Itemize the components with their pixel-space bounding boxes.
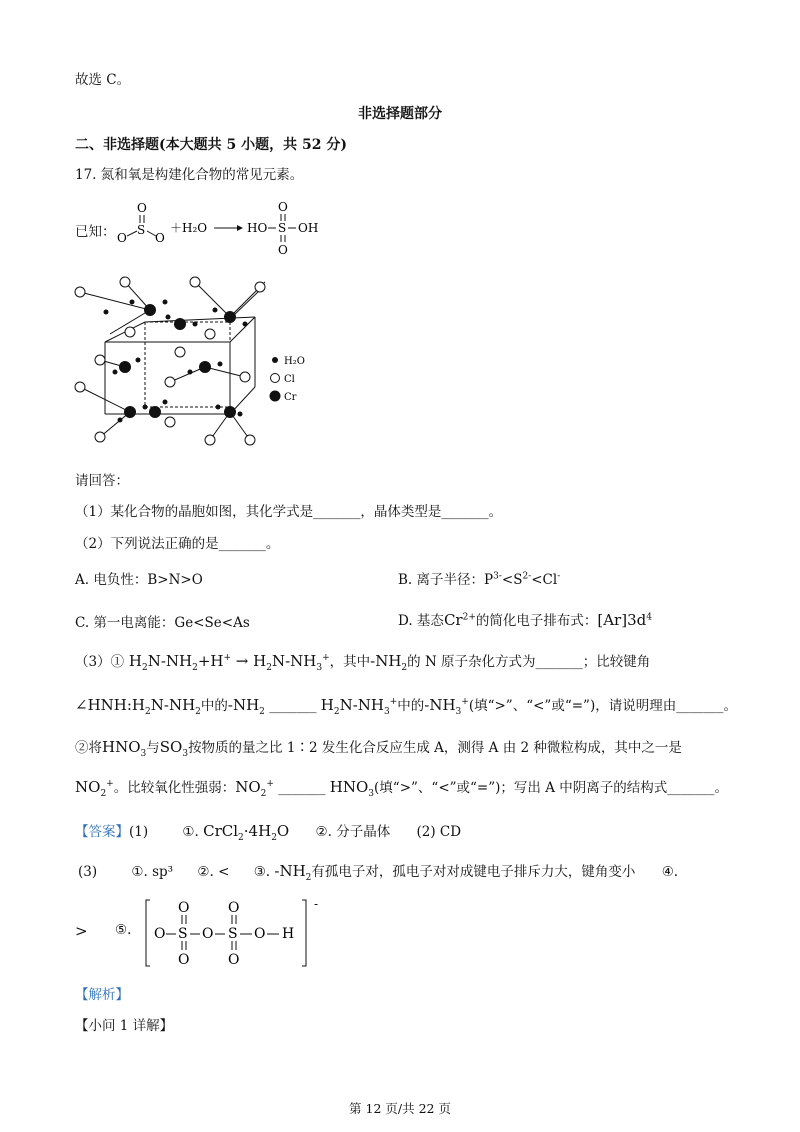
option-b: B. 离子半径：$P^{3-}<S^{2-}<Cl^-$: [398, 571, 561, 588]
svg-text:O: O: [178, 952, 190, 968]
legend-cl-marker: [271, 374, 280, 383]
h2so4-sulfur: S: [278, 221, 287, 235]
sub-question-3-part2-line1: ②将$HNO_3$与$SO_3$按物质的量之比 1∶2 发生化合反应生成 A，测得 A 由 2 种微粒构成，其中之一是: [75, 738, 682, 759]
svg-text:O: O: [228, 900, 240, 916]
please-answer: 请回答：: [75, 473, 129, 489]
h2so4-right: OH: [298, 221, 319, 235]
reaction-arrow-head: [237, 225, 243, 231]
so3-right-oxygen: O: [155, 231, 165, 245]
svg-text:O: O: [154, 926, 166, 942]
legend-cr-label: Cr: [284, 392, 297, 403]
so3-left-oxygen: O: [117, 231, 127, 245]
svg-text:O: O: [254, 926, 266, 942]
plus-water: ＋H₂O: [170, 221, 208, 235]
crystal-unit-cell-diagram: [70, 272, 310, 452]
sub-question-3-line2: $\angle HNH:H_2N-NH_2$中的$-NH_2$ _______ $H_2N-NH_3^+$中的$-NH_3^+$(填“>”、“<”或“=”)，请说明理由_______。: [75, 696, 737, 717]
anion-charge: -: [314, 897, 319, 911]
sub-question-2: （2）下列说法正确的是_______。: [75, 536, 280, 552]
h2so4-bottom-oxygen: O: [278, 243, 288, 257]
svg-text:O: O: [178, 900, 190, 916]
answer-5-label: ⑤.: [115, 922, 132, 938]
sub-question-1-detail-heading: 【小问 1 详解】: [75, 1018, 174, 1034]
answer-line-2: (3) ①. sp³ ②. < ③. $-NH_2$有孤电子对，孤电子对对成键电子排斥力大，键角变小 ④.: [78, 862, 679, 883]
sub-question-1: （1）某化合物的晶胞如图，其化学式是_______，晶体类型是_______。: [75, 504, 503, 520]
known-label: 已知：: [75, 224, 116, 240]
legend-cr-marker: [270, 391, 281, 402]
page-footer: 第 12 页/共 22 页: [349, 1101, 451, 1116]
sub-question-3-part2-line2: $NO_2^+$。比较氧化性强弱：$NO_2^+$ _______ $HNO_3$(填“>”、“<”或“=”)；写出 A 中阴离子的结构式_______。: [75, 778, 728, 799]
option-a: A. 电负性：B>N>O: [75, 572, 203, 588]
svg-text:H: H: [282, 926, 295, 942]
svg-text:O: O: [202, 926, 214, 942]
legend-h2o-marker: [272, 357, 278, 363]
so3-left-bond: [127, 231, 137, 236]
legend-h2o-label: H₂O: [284, 356, 305, 367]
section-title: 非选择题部分: [358, 106, 442, 122]
answer-label: 【答案】: [75, 824, 129, 840]
option-c: C. 第一电离能：Ge<Se<As: [75, 615, 250, 631]
h2so4-top-oxygen: O: [278, 200, 288, 214]
sub-question-3-line1: （3）① $H_2N-NH_2+H^+ \to H_2N-NH_3^+$，其中$-NH_2$的 N 原子杂化方式为_______；比较键角: [75, 652, 651, 673]
anion-structure-diagram: [140, 896, 330, 972]
so3-sulfur: S: [137, 223, 146, 237]
answer-4-value: >: [75, 922, 88, 940]
analysis-label: 【解析】: [75, 987, 129, 1003]
answer-line-1: 【答案】(1) ①. $CrCl_2\cdot 4H_2O$ ②. 分子晶体 (2) CD: [75, 822, 462, 843]
option-d: D. 基态$Cr^{2+}$的简化电子排布式：$[Ar]3d^4$: [398, 611, 652, 629]
previous-answer-text: 故选 C。: [75, 72, 131, 88]
question-17-stem: 17. 氮和氧是构建化合物的常见元素。: [75, 167, 304, 183]
part-heading: 二、非选择题(本大题共 5 小题，共 52 分): [75, 137, 347, 153]
svg-text:S: S: [178, 926, 188, 942]
so3-top-oxygen: O: [137, 201, 147, 215]
h2so4-left: HO: [247, 221, 268, 235]
legend-cl-label: Cl: [284, 374, 295, 385]
so3-hydration-reaction-diagram: [110, 198, 340, 260]
svg-text:S: S: [228, 926, 238, 942]
cl-atoms: [75, 277, 265, 445]
svg-text:O: O: [228, 952, 240, 968]
